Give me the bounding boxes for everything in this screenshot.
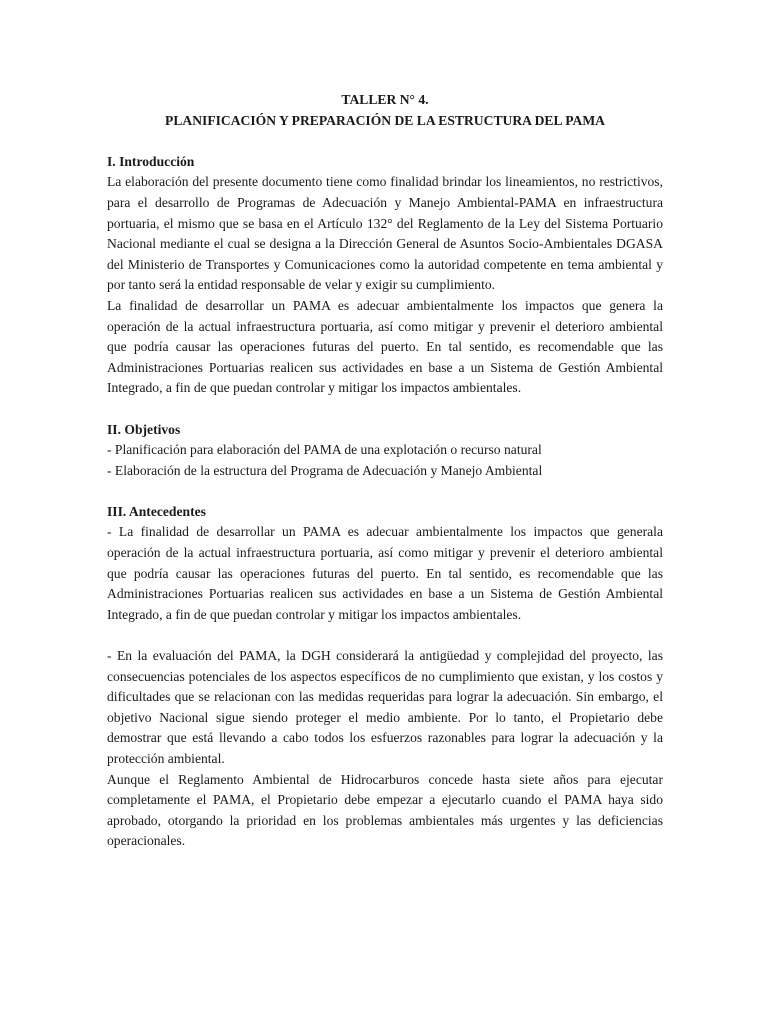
introduccion-paragraph-1: La elaboración del presente documento tiene como finalidad brindar los lineamientos, no restrictivos, para el desarrollo de Programas de Adecuación y Manejo Ambiental-PAMA en infraestructura portuaria, el mismo que se basa en el Artículo 132° del Reglamento de la Ley del Sistema Portuario Nacional mediante el cual se designa a la Dirección General de Asuntos Socio-Ambientales DGASA del Ministerio de Transportes y Comunicaciones como la autoridad competente en tema ambiental y por tanto será la entidad responsable de velar y exigir su cumplimiento. xyxy=(107,174,663,293)
section-heading-objetivos: II. Objetivos xyxy=(107,421,181,437)
antecedentes-paragraph-1: - La finalidad de desarrollar un PAMA es adecuar ambientalmente los impactos que generala operación de la actual infraestructura portuaria, así como mitigar y prevenir el deterioro ambiental que podría causar las operaciones futuras del puerto. En tal sentido, es recomendable que las Administraciones Portuarias realicen sus actividades en base a un Sistema de Gestión Ambiental Integrado, a fin de que puedan controlar y mitigar los impactos ambientales. xyxy=(107,524,663,622)
spacer xyxy=(107,399,663,420)
antecedentes-paragraph-3: Aunque el Reglamento Ambiental de Hidrocarburos concede hasta siete años para ejecutar completamente el PAMA, el Propietario debe empezar a ejecutarlo cuando el PAMA haya sido aprobado, otorgando la prioridad en los problemas ambientales más urgentes y las deficiencias operacionales. xyxy=(107,771,663,849)
section-heading-introduccion: I. Introducción xyxy=(107,153,195,169)
introduccion-paragraph-2: La finalidad de desarrollar un PAMA es adecuar ambientalmente los impactos que genera la operación de la actual infraestructura portuaria, así como mitigar y prevenir el deterioro ambiental que podría causar las operaciones futuras del puerto. En tal sentido, es recomendable que las Administraciones Portuarias realicen sus actividades en base a un Sistema de Gestión Ambiental Integrado, a fin de que puedan controlar y mitigar los impactos ambientales. xyxy=(107,297,663,396)
spacer xyxy=(107,481,663,502)
section-heading-antecedentes: III. Antecedentes xyxy=(107,503,206,519)
spacer xyxy=(107,625,663,646)
objetivos-list-item: - Planificación para elaboración del PAMA de una explotación o recurso natural xyxy=(107,442,542,458)
document-title-line-1: TALLER N° 4. xyxy=(341,92,429,107)
spacer xyxy=(107,131,663,152)
document-page xyxy=(107,90,663,852)
objetivos-list-item: - Elaboración de la estructura del Programa de Adecuación y Manejo Ambiental xyxy=(107,462,543,478)
document-title-line-2: PLANIFICACIÓN Y PREPARACIÓN DE LA ESTRUCTURA DEL PAMA xyxy=(165,112,605,128)
antecedentes-paragraph-2: - En la evaluación del PAMA, la DGH considerará la antigüedad y complejidad del proyecto, las consecuencias potenciales de los aspectos específicos de no cumplimiento que existan, y los costos y dificultades que se relacionan con las medidas requeridas para lograr la adecuación. Sin embargo, el objetivo Nacional sigue siendo proteger el medio ambiente. Por lo tanto, el Propietario debe demostrar que está llevando a cabo todos los esfuerzos razonables para lograr la adecuación y la protección ambiental. xyxy=(107,648,663,766)
